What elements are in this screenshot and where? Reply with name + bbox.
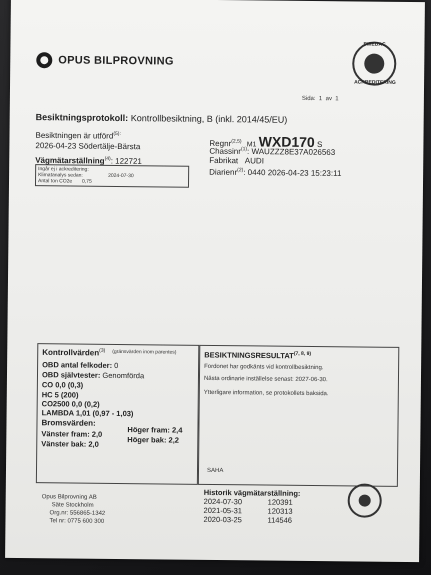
control-heading: Kontrollvärden$^{(3)}$ [42,347,106,358]
performed-label: Besiktningen är utförd$^{(5):}$ [35,130,121,141]
control-values-box [36,343,199,485]
certification-logo-icon [348,483,382,517]
history-date: 2021-05-31 [203,505,243,516]
brake-right-rear: Höger bak: 2,2 [127,435,180,445]
obd-self-tests: OBD självtester: Genomförda [41,370,145,381]
result-line1: Fordonet har godkänts vid kontrollbesiktning. [204,363,324,372]
lambda-value: LAMBDA 1,01 (0,97 - 1,03) [41,408,134,419]
opus-logo-icon [36,52,52,68]
climate-date: 2024-07-30 [108,172,134,180]
page-number: Sida: 1 av 1 [301,95,339,103]
chassis-number: Chassinr$^{(1)}$: WAUZZZ8E37A026563 [209,146,336,157]
regnr: Regnr$^{(2,5)}$ M1 WXD170 S [209,133,323,151]
seal-top-text: SWEDAC [363,41,386,48]
result-line2: Nästa ordinarie inställelse senast: 2027-06-30. [203,375,328,384]
history-value: 120313 [267,506,293,516]
footer-company: Opus Bilprovning AB [41,494,97,501]
co-value: CO 0,0 (0,3) [41,380,84,390]
control-note: (gränsvärden inom parentes) [112,348,177,356]
brake-left-front: Vänster fram: 2,0 [41,429,103,439]
co2-value: 0,75 [81,178,92,185]
footer-org: Org.nr: 556865-1342 [49,510,106,517]
performed-value: 2026-04-23 Södertälje-Bärsta [35,141,141,152]
climate-analysis-box [35,164,189,188]
brake-heading: Bromsvärden: [41,418,96,428]
inspection-result-box [198,345,399,487]
journal-number: Diarienr$^{(2)}$: 0440 2026-04-23 15:23:11 [209,167,342,178]
result-heading: BESIKTNINGSRESULTAT$^{(7, 8, 9)}$ [204,350,312,361]
company-logo [36,52,174,69]
odometer: Vägmätarställning$^{(4)}$: 122721 [35,155,142,166]
hc-value: HC 5 (200) [41,390,79,400]
seal-bottom-text: ACKREDITERING [354,79,396,86]
make: Fabrikat AUDI [209,155,264,166]
climate-line2: Klimatanalys sedan: [38,172,83,179]
brake-right-front: Höger fram: 2,4 [127,425,183,435]
brake-left-rear: Vänster bak: 2,0 [41,439,99,449]
co2-label: Antal ton CO2e [37,178,73,185]
result-line3: Ytterligare information, se protokollets baksida. [203,389,329,398]
swedac-seal-icon [352,41,396,85]
climate-line1: Ingår ej i ackreditering: [38,166,89,173]
history-heading: Historik vägmätarställning: [203,487,301,498]
footer-seat: Säte Stockholm [51,502,94,509]
inspection-protocol-document [5,0,425,562]
co2500-value: CO2500 0,0 (0,2) [41,399,100,409]
history-date: 2024-07-30 [203,496,243,507]
inspector-signature: SAHA [206,467,224,475]
history-value: 120391 [267,497,293,507]
history-value: 114546 [267,515,293,525]
obd-errors: OBD antal felkoder: 0 [42,360,119,370]
history-date: 2020-03-25 [203,514,242,525]
protocol-title: Besiktningsprotokoll: Kontrollbesiktning, B (inkl. 2014/45/EU) [35,112,288,125]
footer-phone: Tel nr: 0775 600 300 [49,518,105,525]
company-name: OPUS BILPROVNING [58,54,174,68]
